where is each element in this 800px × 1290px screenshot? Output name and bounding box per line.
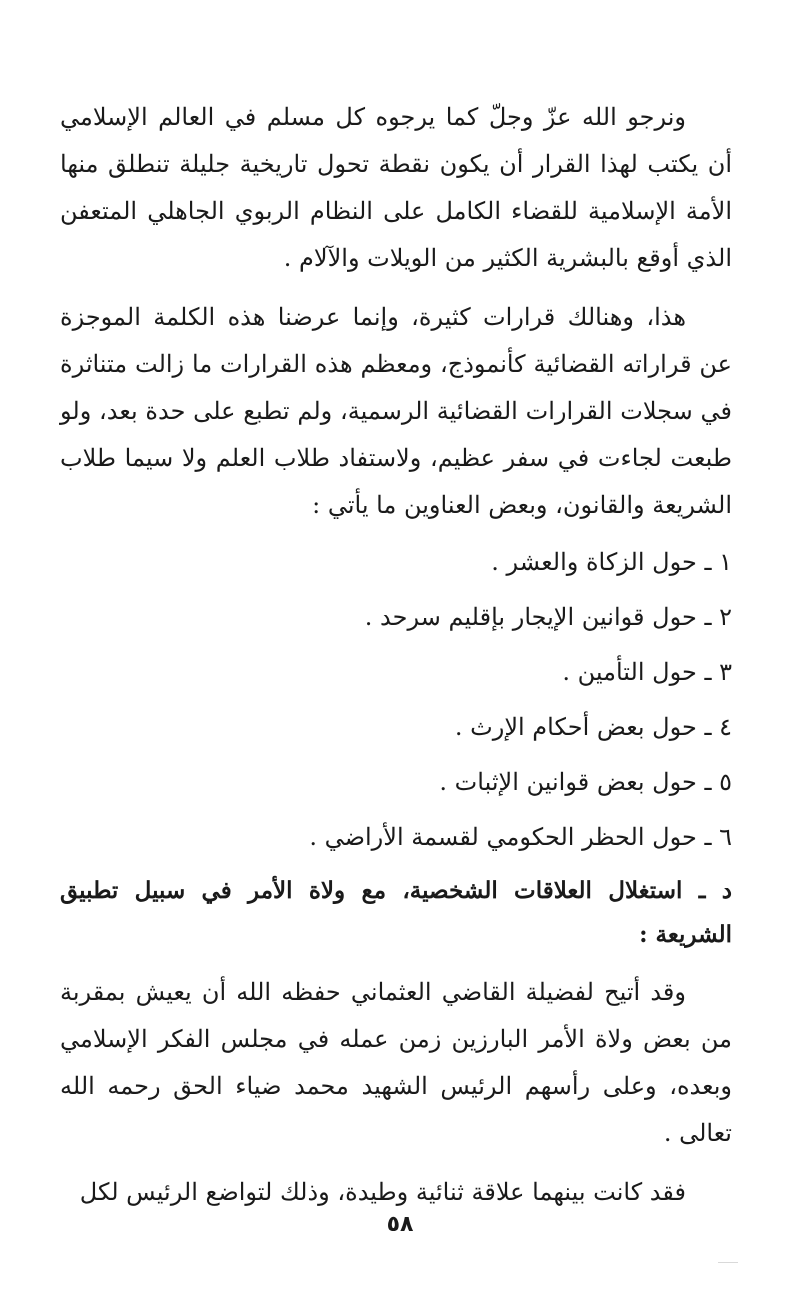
section-heading: د ـ استغلال العلاقات الشخصية، مع ولاة الأمر في سبيل تطبيق الشريعة :: [60, 877, 732, 948]
list-item: ٥ ـ حول بعض قوانين الإثبات .: [439, 768, 732, 796]
page-number: ٥٨: [386, 1212, 414, 1237]
list-item: ٤ ـ حول بعض أحكام الإرث .: [454, 713, 732, 741]
list-item: ٦ ـ حول الحظر الحكومي لقسمة الأراضي .: [309, 823, 732, 851]
list-item: ٢ ـ حول قوانين الإيجار بإقليم سرحد .: [364, 603, 732, 631]
paragraph: هذا، وهنالك قرارات كثيرة، وإنما عرضنا هذه الكلمة الموجزة عن قراراته القضائية كأنموذج، ومعظم هذه القرارات ما زالت متناثرة في سجلات القرارات القضائية الرسمية، ولم تطبع على حدة بعد، ولو طبعت لجاءت في سفر عظيم، ولاستفاد طلاب العلم ولا سيما طلاب الشريعة والقانون، وبعض العناوين ما يأتي :: [60, 303, 732, 519]
topics-list: [60, 539, 732, 861]
scan-mark: [718, 1262, 738, 1263]
list-item: ١ ـ حول الزكاة والعشر .: [491, 548, 732, 576]
page-body: [60, 94, 732, 1216]
paragraph: ونرجو الله عزّ وجلّ كما يرجوه كل مسلم في العالم الإسلامي أن يكتب لهذا القرار أن يكون نقطة تحول تاريخية جليلة تنطلق منها الأمة الإسلامية للقضاء الكامل على النظام الربوي الجاهلي المتعفن الذي أوقع بالبشرية الكثير من الويلات والآلام .: [60, 103, 732, 272]
paragraph: فقد كانت بينهما علاقة ثنائية وطيدة، وذلك لتواضع الرئيس لكل: [79, 1178, 686, 1206]
list-item: ٣ ـ حول التأمين .: [562, 658, 732, 686]
paragraph: وقد أتيح لفضيلة القاضي العثماني حفظه الله أن يعيش بمقربة من بعض ولاة الأمر البارزين زمن عمله في مجلس الفكر الإسلامي وبعده، وعلى رأسهم الرئيس الشهيد محمد ضياء الحق رحمه الله تعالى .: [60, 978, 732, 1147]
